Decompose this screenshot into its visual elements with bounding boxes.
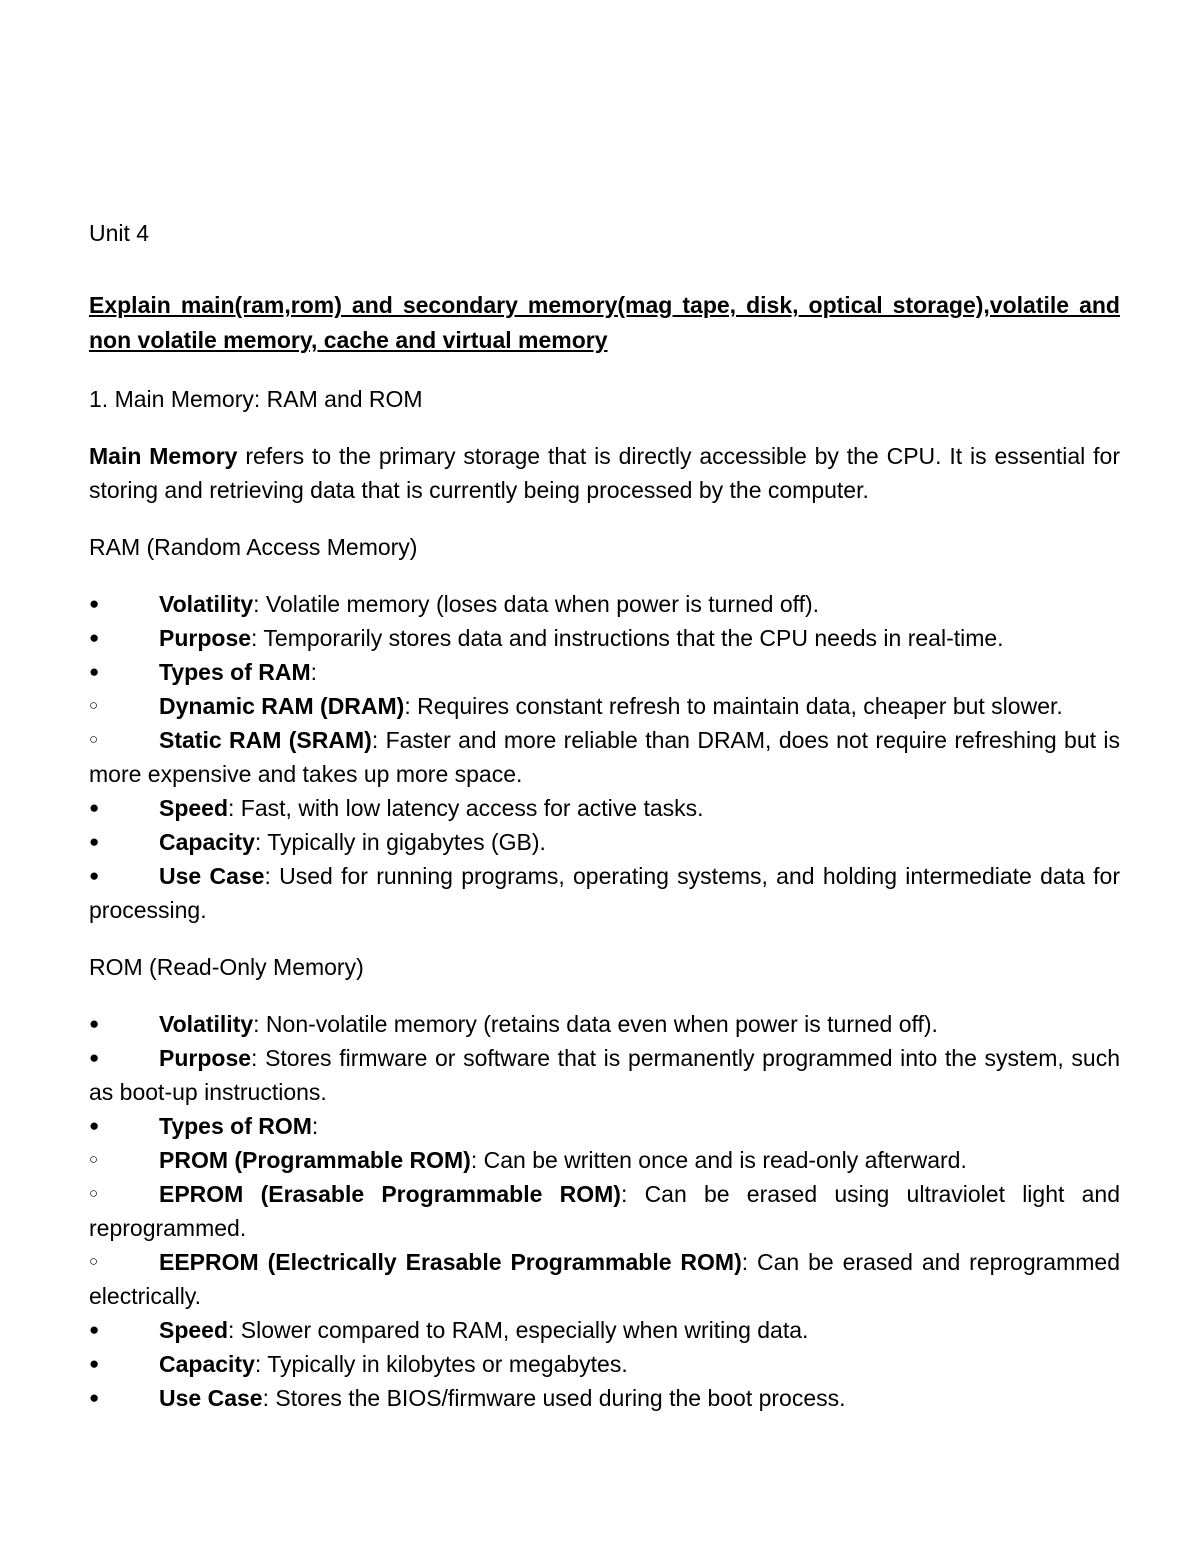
item-text: : Requires constant refresh to maintain data, cheaper but slower.: [404, 693, 1063, 719]
list-item: [89, 1245, 1120, 1313]
item-label: EPROM (Erasable Programmable ROM): [159, 1181, 621, 1207]
bullet-icon: ●: [89, 1116, 100, 1135]
item-label: Use Case: [159, 863, 265, 889]
list-item: [89, 1313, 1120, 1347]
item-label: Types of RAM: [159, 659, 311, 685]
unit-title: Unit 4: [89, 220, 150, 246]
item-label: Static RAM (SRAM): [159, 727, 372, 753]
item-label: Volatility: [159, 591, 254, 617]
item-label: EEPROM (Electrically Erasable Programmable ROM): [159, 1249, 742, 1275]
item-label: Capacity: [159, 829, 255, 855]
item-label: Purpose: [159, 625, 252, 651]
item-text: : Volatile memory (loses data when power is turned off).: [253, 591, 820, 617]
document-page: [89, 216, 1120, 1438]
bullet-icon: ●: [89, 832, 100, 851]
item-text: : Can be erased using ultraviolet light and reprogrammed.: [89, 1181, 1120, 1241]
rom-title: ROM (Read-Only Memory): [89, 954, 364, 980]
bullet-icon: ●: [89, 1014, 100, 1033]
question-heading: Explain main(ram,rom) and secondary memory(mag tape, disk, optical storage),volatile and non volatile memory, cache and virtual memory: [89, 292, 1120, 353]
item-text: : Typically in kilobytes or megabytes.: [254, 1351, 628, 1377]
item-label: Speed: [159, 1317, 229, 1343]
list-item: [89, 723, 1120, 791]
sub-bullet-icon: ○: [89, 697, 99, 714]
list-item: [89, 689, 1120, 723]
list-item: [89, 1381, 1120, 1415]
item-text: : Can be written once and is read-only afterward.: [470, 1147, 967, 1173]
bullet-icon: ●: [89, 1388, 100, 1407]
sub-bullet-icon: ○: [89, 1185, 99, 1202]
item-label: Use Case: [159, 1385, 263, 1411]
list-item: [89, 655, 1120, 689]
ram-title: RAM (Random Access Memory): [89, 534, 418, 560]
sub-bullet-icon: ○: [89, 1151, 99, 1168]
intro-term: Main Memory: [89, 443, 238, 469]
item-label: Dynamic RAM (DRAM): [159, 693, 405, 719]
list-item: [89, 1109, 1120, 1143]
bullet-icon: ●: [89, 798, 100, 817]
ram-list: [89, 587, 1120, 927]
item-text: :: [310, 659, 318, 685]
list-item: [89, 825, 1120, 859]
sub-bullet-icon: ○: [89, 1253, 99, 1270]
item-text: : Faster and more reliable than DRAM, does not require refreshing but is more expensive and takes up more space.: [89, 727, 1120, 787]
item-text: : Slower compared to RAM, especially when writing data.: [228, 1317, 809, 1343]
item-label: Purpose: [159, 1045, 252, 1071]
item-text: : Temporarily stores data and instructions that the CPU needs in real-time.: [251, 625, 1004, 651]
bullet-icon: ●: [89, 662, 100, 681]
list-item: [89, 1143, 1120, 1177]
bullet-icon: ●: [89, 866, 100, 885]
item-label: Volatility: [159, 1011, 254, 1037]
main-memory-intro: [89, 439, 1120, 507]
list-item: [89, 791, 1120, 825]
item-text: : Used for running programs, operating systems, and holding intermediate data for processing.: [89, 863, 1120, 923]
item-text: :: [311, 1113, 319, 1139]
item-text: : Stores the BIOS/firmware used during the boot process.: [262, 1385, 846, 1411]
list-item: [89, 587, 1120, 621]
sub-bullet-icon: ○: [89, 731, 99, 748]
item-label: PROM (Programmable ROM): [159, 1147, 471, 1173]
bullet-icon: ●: [89, 1354, 100, 1373]
item-text: : Fast, with low latency access for active tasks.: [228, 795, 704, 821]
intro-text: refers to the primary storage that is directly accessible by the CPU. It is essential for storing and retrieving data that is currently being processed by the computer.: [89, 443, 1120, 503]
list-item: [89, 859, 1120, 927]
item-label: Capacity: [159, 1351, 255, 1377]
bullet-icon: ●: [89, 628, 100, 647]
rom-list: [89, 1007, 1120, 1415]
list-item: [89, 1041, 1120, 1109]
list-item: [89, 621, 1120, 655]
item-text: : Non-volatile memory (retains data even when power is turned off).: [253, 1011, 938, 1037]
item-text: : Can be erased and reprogrammed electrically.: [89, 1249, 1120, 1309]
item-label: Types of ROM: [159, 1113, 312, 1139]
list-item: [89, 1347, 1120, 1381]
item-label: Speed: [159, 795, 229, 821]
bullet-icon: ●: [89, 1320, 100, 1339]
list-item: [89, 1177, 1120, 1245]
item-text: : Typically in gigabytes (GB).: [254, 829, 546, 855]
bullet-icon: ●: [89, 594, 100, 613]
list-item: [89, 1007, 1120, 1041]
item-text: : Stores firmware or software that is permanently programmed into the system, such as boot-up instructions.: [89, 1045, 1120, 1105]
section-1-title: 1. Main Memory: RAM and ROM: [89, 386, 423, 412]
bullet-icon: ●: [89, 1048, 100, 1067]
